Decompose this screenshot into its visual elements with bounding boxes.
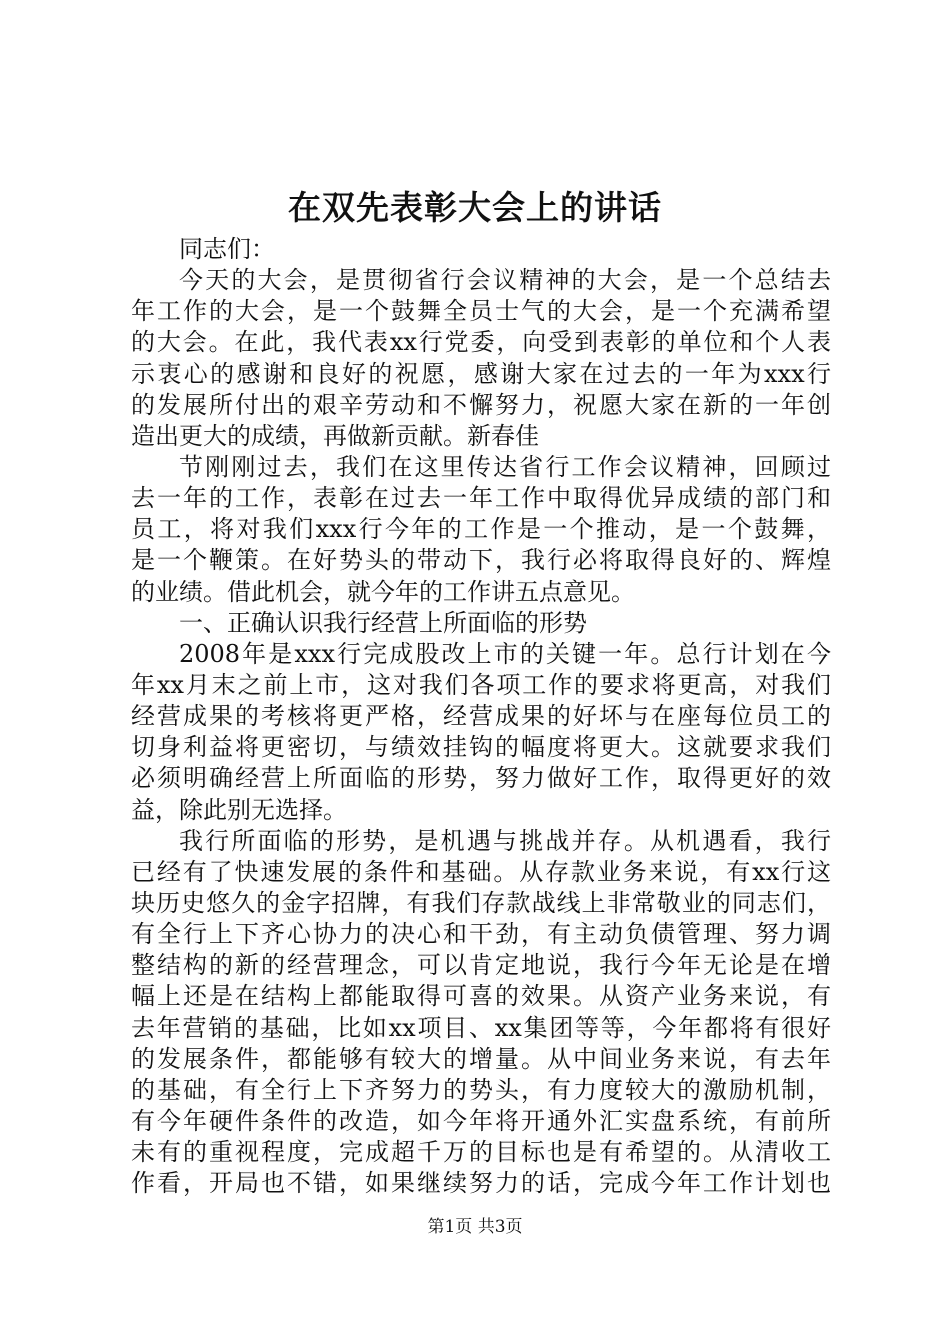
document-body [131, 234, 831, 1199]
paragraph-line: 经营成果的考核将更严格，经营成果的好坏与在座每位员工的 [131, 702, 831, 731]
paragraph-line: 2008年是xxx行完成股改上市的关键一年。总行计划在今 [179, 639, 831, 668]
paragraph-line: 示衷心的感谢和良好的祝愿，感谢大家在过去的一年为xxx行 [131, 359, 831, 388]
paragraph-line: 整结构的新的经营理念，可以肯定地说，我行今年无论是在增 [131, 951, 831, 980]
paragraph-line: 益，除此别无选择。 [131, 795, 347, 824]
paragraph-line: 有全行上下齐心协力的决心和干劲，有主动负债管理、努力调 [131, 920, 831, 949]
paragraph-line: 的发展条件，都能够有较大的增量。从中间业务来说，有去年 [131, 1044, 831, 1073]
paragraph-line: 必须明确经营上所面临的形势，努力做好工作，取得更好的效 [131, 764, 831, 793]
paragraph-line: 幅上还是在结构上都能取得可喜的效果。从资产业务来说，有 [131, 982, 831, 1011]
paragraph-line: 的发展所付出的艰辛劳动和不懈努力，祝愿大家在新的一年创 [131, 390, 831, 419]
document-title: 在双先表彰大会上的讲话 [288, 188, 662, 227]
paragraph-line: 节刚刚过去，我们在这里传达省行工作会议精神，回顾过 [179, 452, 831, 481]
paragraph-line: 造出更大的成绩，再做新贡献。新春佳 [131, 421, 539, 450]
salutation-line: 同志们： [179, 235, 275, 263]
paragraph-line: 的业绩。借此机会，就今年的工作讲五点意见。 [131, 577, 635, 606]
paragraph-line: 员工，将对我们xxx行今年的工作是一个推动，是一个鼓舞， [131, 515, 831, 544]
paragraph-line: 年xx月末之前上市，这对我们各项工作的要求将更高，对我们 [131, 670, 831, 699]
paragraph-line: 我行所面临的形势，是机遇与挑战并存。从机遇看，我行 [179, 826, 831, 855]
paragraph-line: 的大会。在此，我代表xx行党委，向受到表彰的单位和个人表 [131, 328, 831, 357]
paragraph-line: 的基础，有全行上下齐努力的势头，有力度较大的激励机制， [131, 1075, 831, 1104]
paragraph-line: 今天的大会，是贯彻省行会议精神的大会，是一个总结去 [179, 266, 831, 295]
paragraph-line: 已经有了快速发展的条件和基础。从存款业务来说，有xx行这 [131, 857, 831, 886]
paragraph-line: 块历史悠久的金字招牌，有我们存款战线上非常敬业的同志们， [131, 888, 831, 917]
paragraph-line: 去年营销的基础，比如xx项目、xx集团等等，今年都将有很好 [131, 1013, 831, 1042]
paragraph-line: 年工作的大会，是一个鼓舞全员士气的大会，是一个充满希望 [131, 297, 831, 326]
paragraph-line: 未有的重视程度，完成超千万的目标也是有希望的。从清收工 [131, 1138, 831, 1167]
paragraph-line: 是一个鞭策。在好势头的带动下，我行必将取得良好的、辉煌 [131, 546, 831, 575]
section-heading: 一、正确认识我行经营上所面临的形势 [179, 608, 587, 637]
paragraph-line: 去一年的工作，表彰在过去一年工作中取得优异成绩的部门和 [131, 484, 831, 513]
paragraph-line: 切身利益将更密切，与绩效挂钩的幅度将更大。这就要求我们 [131, 733, 831, 762]
page-number-footer: 第1页 共3页 [427, 1217, 523, 1237]
paragraph-line: 有今年硬件条件的改造，如今年将开通外汇实盘系统，有前所 [131, 1106, 831, 1135]
paragraph-line: 作看，开局也不错，如果继续努力的话，完成今年工作计划也 [131, 1169, 831, 1198]
